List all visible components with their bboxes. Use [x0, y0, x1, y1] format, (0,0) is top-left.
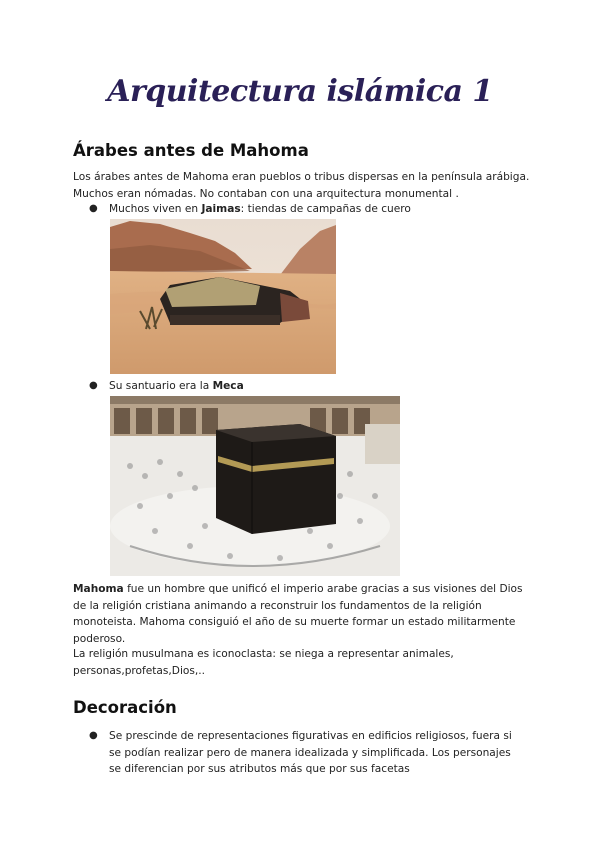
- iconoclasta-paragraph: La religión musulmana es iconoclasta: se niega a representar animales, personas,profetas,Dios,..: [73, 648, 454, 677]
- section-heading-arabes: Árabes antes de Mahoma: [73, 141, 309, 160]
- section-heading-decoracion: Decoración: [73, 698, 177, 717]
- bullet-decoracion: ● Se prescinde de representaciones figurativas en edificios religiosos, fuera si se podían realizar pero de manera idealizada y simplificada. Los personajes se diferencian por sus atributos más que por sus facetas: [89, 730, 512, 775]
- mahoma-paragraph: Mahoma fue un hombre que unificó el imperio arabe gracias a sus visiones del Dios de la religión cristiana animando a reconstruir los fundamentos de la religión monoteista. Mahoma consiguió el año de su muerte formar un estado militarmente poderoso.: [73, 583, 523, 645]
- jaima-tent-photo: [110, 219, 336, 374]
- meca-kaaba-photo: [110, 396, 400, 576]
- page-title: Arquitectura islámica 1: [107, 74, 493, 109]
- bullet-dot-icon: ●: [89, 380, 98, 391]
- intro-paragraph: Los árabes antes de Mahoma eran pueblos o tribus dispersas en la península arábiga. Muchos eran nómadas. No contaban con una arquitectura monumental .: [73, 171, 530, 200]
- bullet-dot-icon: ●: [89, 730, 98, 741]
- bullet-jaimas: ● Muchos viven en Jaimas: tiendas de campañas de cuero: [89, 201, 529, 218]
- bullet-meca: ● Su santuario era la Meca: [89, 378, 529, 395]
- bullet-dot-icon: ●: [89, 203, 98, 214]
